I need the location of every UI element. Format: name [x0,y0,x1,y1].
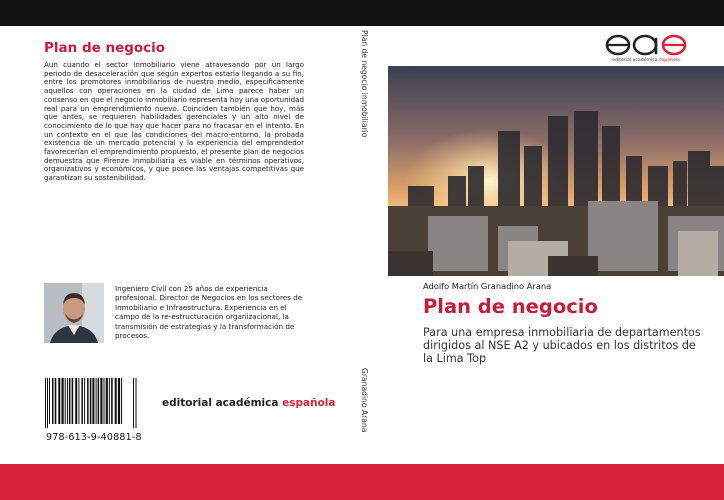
front-subtitle: Para una empresa inmobiliaria de departamentos dirigidos al NSE A2 y ubicados en los distritos de la Lima Top [423,326,701,365]
barcode-bar [69,378,71,424]
barcode-bar [92,378,94,424]
front-author: Adolfo Martín Granadino Arana [423,281,552,291]
top-black-band [0,0,724,26]
barcode-bar [81,378,83,424]
barcode-bar [115,378,117,424]
barcode-bar [58,378,60,424]
city-skyline-photo [388,66,724,276]
logo-sub-main: editorial académica [612,58,660,63]
barcode-bar [100,378,102,424]
publisher-logo [604,33,688,69]
barcode-bar [78,378,79,424]
barcode-bar [72,378,74,424]
bottom-red-band [0,464,724,500]
barcode-bar [133,378,134,428]
barcode-bar [136,378,137,428]
back-publisher-main: editorial académica [162,397,283,409]
spine-title: Plan de negocio inmobiliario [360,30,369,138]
isbn-barcode [44,378,138,428]
logo-sub-accent: española [659,58,680,63]
barcode-bar [84,378,85,424]
barcode-bar [106,378,108,424]
author-photo [44,283,104,343]
author-bio: Ingeniero Civil con 25 años de experiencia profesional. Director de Negocios en los sectores de Inmobiliario e Infraestructura. Experiencia en el campo de la re-estructuración organizacional, la transmisión de estrategias y la transformación de procesos. [115,284,303,341]
barcode-bar [121,378,122,424]
publisher-logo-text [604,58,688,63]
barcode-bar [75,378,77,424]
barcode-bar [55,378,57,424]
barcode-bar [109,378,110,424]
barcode-bar [111,378,113,424]
isbn-number: 978-613-9-40881-8 [46,432,142,443]
back-publisher-name [162,397,335,409]
back-publisher-accent: española [282,397,336,409]
spine-author: Granadino Arana [360,368,369,433]
barcode-bar [96,378,97,424]
back-cover-blurb: Aun cuando el sector inmobiliario viene atravesando por un largo periodo de desaceleración que según expertos estaría llegando a su fin, entre los promotores inmobiliarios de nuestro medio, específicamente aquellos con operaciones en la ciudad de Lima parece haber un consenso en que el negocio inmobiliario representa hoy una oportunidad real para un emprendimiento nuevo. Coinciden también que hoy, más que antes, se requieren habilidades gerenciales y un alto nivel de conocimiento de lo que hay que hacer para no fracasar en el intento. En un contexto en el que las condiciones del macro-entorno, la probada existencia de un mercado potencial y la experiencia del emprendedor favorecerían el emprendimiento propuesto, el presente plan de negocios demuestra que Firenze Inmobiliaria es viable en términos operativos, organizativos y económicos, y que posee las ventajas competitivas que garantizan su sostenibilidad. [44,60,304,183]
barcode-bar [118,378,120,424]
barcode-bar [65,378,66,424]
barcode-bar [87,378,89,424]
barcode-bar [49,378,50,424]
barcode-bar [90,378,92,424]
barcode-bar [67,378,68,424]
barcode-bar [62,378,64,424]
barcode-bar [45,378,46,428]
barcode-bar [98,378,100,424]
barcode-bar [47,378,48,428]
back-cover-title: Plan de negocio [44,40,166,56]
barcode-bar [104,378,105,424]
front-title: Plan de negocio [423,295,598,318]
barcode-bar [52,378,54,424]
